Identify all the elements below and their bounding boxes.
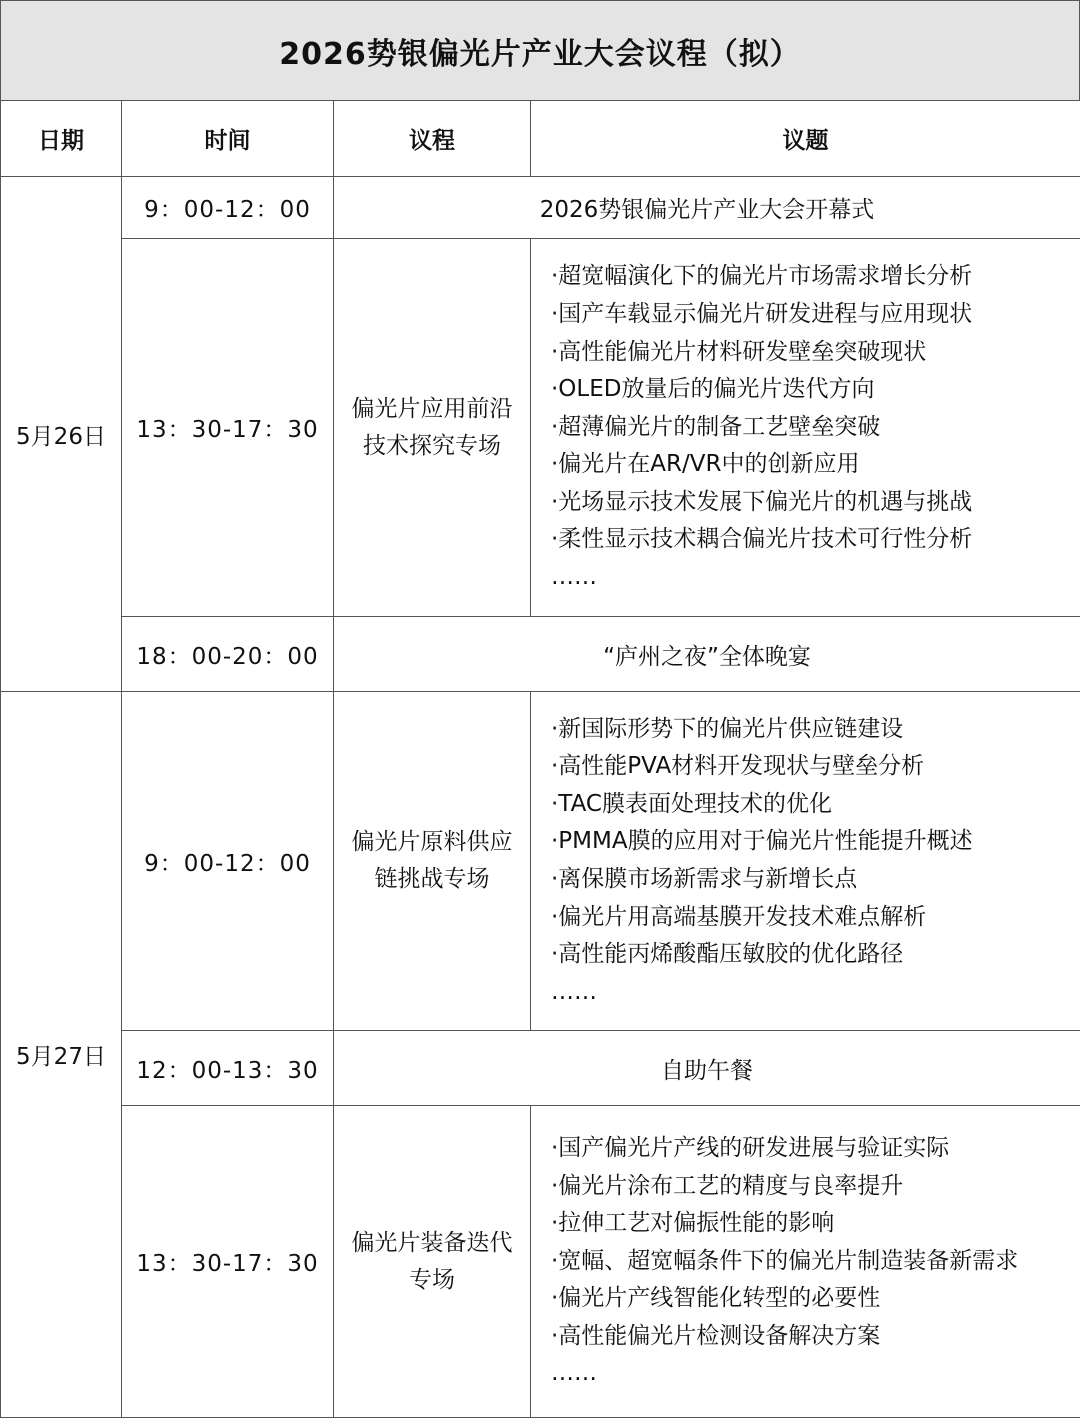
date-cell-day1: 5月26日 [1,177,122,692]
header-agenda: 议程 [334,101,531,177]
session-name-cell [334,692,531,1031]
list-item: ·宽幅、超宽幅条件下的偏光片制造装备新需求 [551,1247,1019,1274]
table-row [1,1106,1080,1418]
list-item: …… [551,978,597,1005]
header-row [1,101,1080,177]
event-cell-dinner: “庐州之夜”全体晚宴 [334,617,1080,692]
time-cell: 18：00-20：00 [122,617,334,692]
list-item: ·偏光片涂布工艺的精度与良率提升 [551,1172,904,1199]
session-name-line: 偏光片原料供应 [351,829,513,855]
event-cell-lunch: 自助午餐 [334,1031,1080,1106]
list-item: ·高性能偏光片材料研发壁垒突破现状 [551,338,927,365]
list-item: ·国产车载显示偏光片研发进程与应用现状 [551,300,973,327]
list-item: ·超宽幅演化下的偏光片市场需求增长分析 [551,263,973,290]
date-cell-day2: 5月27日 [1,692,122,1418]
list-item: ·高性能PVA材料开发现状与壁垒分析 [551,753,925,780]
session-name-line: 技术探究专场 [363,432,501,459]
list-item: ·TAC膜表面处理技术的优化 [551,790,832,817]
list-item: ·新国际形势下的偏光片供应链建设 [551,715,904,742]
session-name-line: 专场 [409,1266,455,1293]
header-date: 日期 [1,101,122,177]
table-row [1,1031,1080,1106]
time-cell: 9：00-12：00 [122,177,334,239]
list-item: ·离保膜市场新需求与新增长点 [551,866,858,892]
session-name-cell [334,1106,531,1418]
table-row [1,177,1080,239]
list-item: ·高性能丙烯酸酯压敏胶的优化路径 [551,941,904,968]
topics-cell [531,239,1080,617]
title-bar [0,0,1080,100]
event-cell-opening: 2026势银偏光片产业大会开幕式 [334,177,1080,239]
time-cell: 12：00-13：30 [122,1031,334,1106]
time-cell: 13：30-17：30 [122,1106,334,1418]
list-item: ·高性能偏光片检测设备解决方案 [551,1322,881,1349]
table-row [1,617,1080,692]
topics-cell [531,1106,1080,1418]
session-name-line: 偏光片应用前沿 [351,395,513,422]
agenda-table [0,100,1080,1418]
list-item: ·柔性显示技术耦合偏光片技术可行性分析 [551,526,973,553]
list-item: …… [551,564,597,591]
topics-cell [531,692,1080,1031]
session-name-cell [334,239,531,617]
list-item: ·超薄偏光片的制备工艺壁垒突破 [551,413,881,440]
table-row [1,239,1080,617]
header-topics: 议题 [531,101,1080,177]
list-item: ·偏光片用高端基膜开发技术难点解析 [551,903,927,930]
list-item: …… [551,1360,597,1387]
list-item: ·拉伸工艺对偏振性能的影响 [551,1210,835,1237]
list-item: ·PMMA膜的应用对于偏光片性能提升概述 [551,828,973,855]
header-time: 时间 [122,101,334,177]
time-cell: 13：30-17：30 [122,239,334,617]
table-row [1,692,1080,1031]
list-item: ·偏光片产线智能化转型的必要性 [551,1285,881,1312]
list-item: ·光场显示技术发展下偏光片的机遇与挑战 [551,488,973,515]
list-item: ·OLED放量后的偏光片迭代方向 [551,376,875,403]
session-name-line: 链挑战专场 [374,866,490,892]
page-title: 2026势银偏光片产业大会议程（拟） [279,36,801,72]
list-item: ·偏光片在AR/VR中的创新应用 [551,451,860,478]
list-item: ·国产偏光片产线的研发进展与验证实际 [551,1134,950,1161]
session-name-line: 偏光片装备迭代 [351,1229,513,1256]
time-cell: 9：00-12：00 [122,692,334,1031]
